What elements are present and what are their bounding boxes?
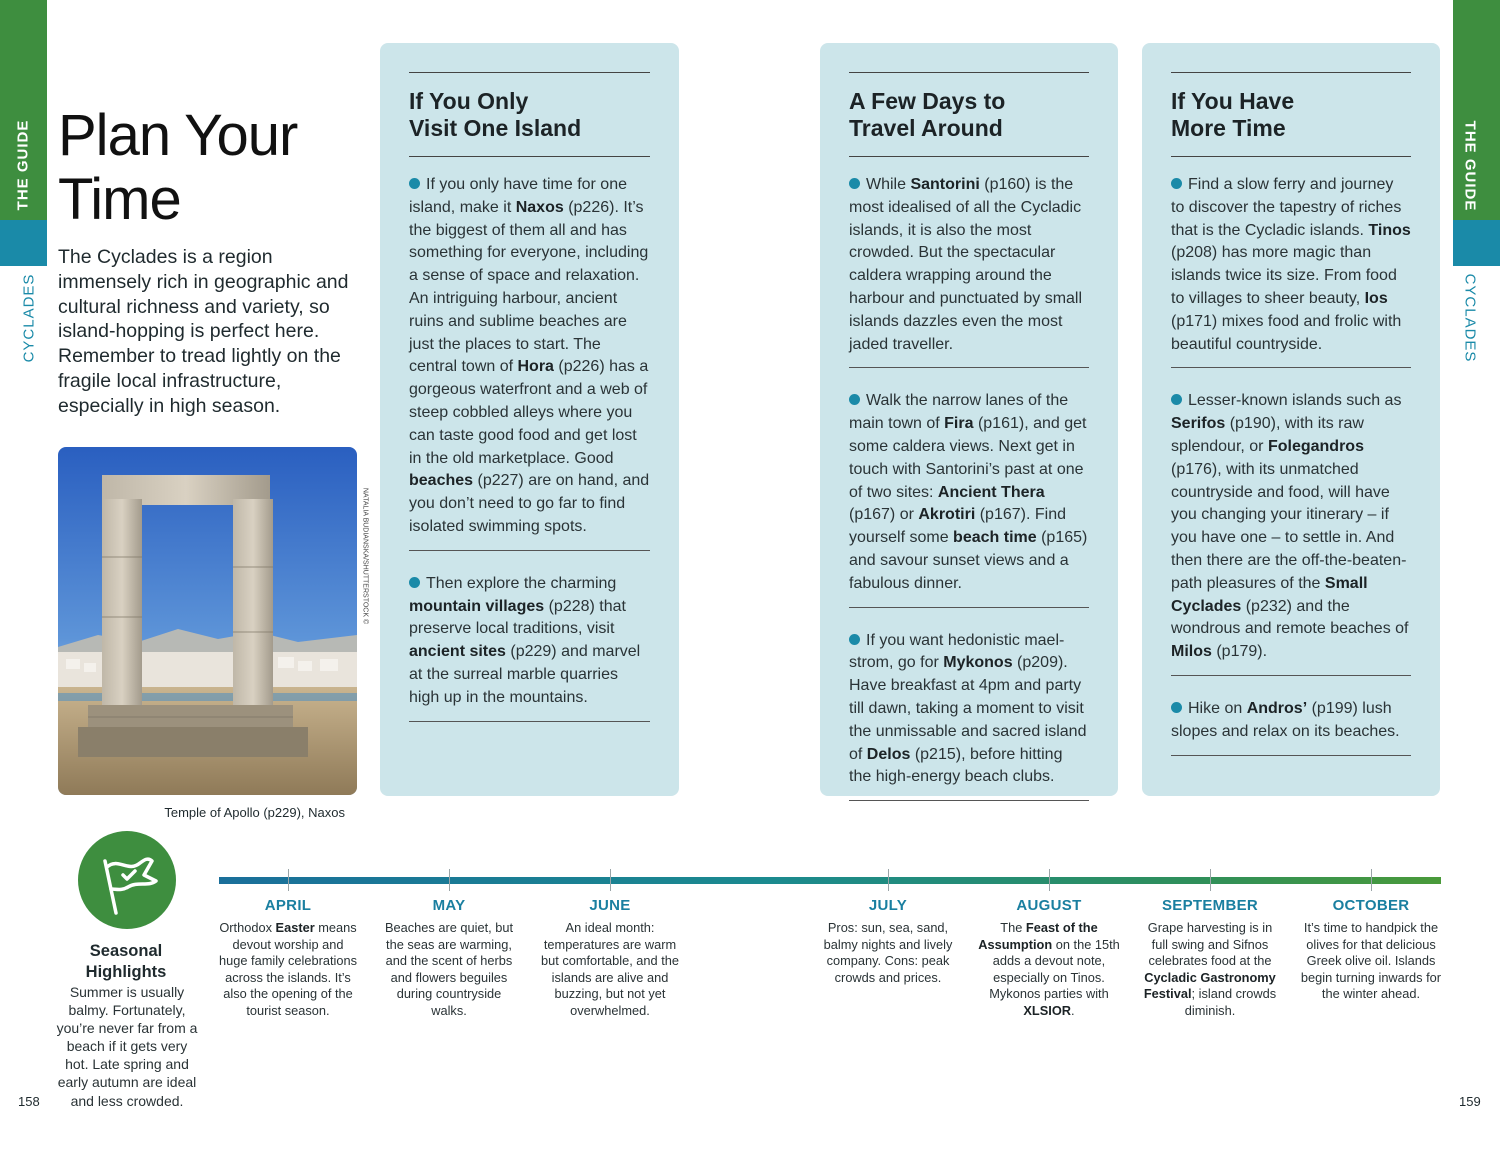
- month-name: AUGUST: [1016, 897, 1082, 914]
- panel-items: [1171, 174, 1411, 778]
- timeline-tick: [288, 869, 289, 891]
- bullet-dot-icon: [849, 394, 860, 405]
- panel-title: A Few Days to Travel Around: [849, 88, 1006, 141]
- panel-title-rule: [409, 156, 650, 157]
- month-name: JUNE: [589, 897, 631, 914]
- seasonal-intro: Summer is usually balmy. Fortunately, you’re never far from a beach if it gets very hot. Late spring and early autumn are ideal and less crowded.: [56, 984, 198, 1109]
- bullet-dot-icon: [409, 178, 420, 189]
- page-number-left: 158: [18, 1094, 40, 1109]
- flag-icon: [78, 831, 176, 929]
- month-description: It’s time to handpick the olives for that delicious Greek olive oil. Islands begin turning inwards for the winter ahead.: [1300, 920, 1442, 1002]
- region-label: CYCLADES: [20, 273, 38, 363]
- panel-title: If You Have More Time: [1171, 88, 1295, 141]
- seasonal-title: Seasonal Highlights: [85, 942, 167, 981]
- panel-bullet-item: Lesser-known islands such as Serifos (p190), with its raw splendour, or Folegandros (p176), with its unmatched countryside and food, will have you changing your itinerary – if you have one – to settle in. And then there are the off-the-beaten-path pleasures of the Small Cyclades (p232) and the wondrous and remote beaches of Milos (p179).: [1171, 390, 1411, 676]
- panel-top-rule: [1171, 72, 1411, 73]
- page-title-line2: Time: [58, 167, 181, 232]
- timeline-tick: [610, 869, 611, 891]
- temple-of-apollo-photo: [58, 447, 357, 795]
- month-name: MAY: [432, 897, 466, 914]
- section-label: THE GUIDE: [14, 119, 32, 211]
- page-number-right: 159: [1459, 1094, 1481, 1109]
- month-name: OCTOBER: [1332, 897, 1410, 914]
- bullet-dot-icon: [1171, 178, 1182, 189]
- month-description: An ideal month: temperatures are warm but comfortable, and the islands are alive and buzzing, but not yet overwhelmed.: [540, 920, 679, 1018]
- month-july: [818, 896, 958, 986]
- panel-items: [409, 174, 650, 744]
- intro-text: The Cyclades is a region immensely rich in geographic and cultural richness and variety, so island-hopping is perfect here. Remember to tread lightly on the fragile local infrastructure, especially in high season.: [58, 246, 349, 417]
- panel-top-rule: [849, 72, 1089, 73]
- page-title-line1: Plan Your: [58, 103, 298, 168]
- left-side-tab: [0, 0, 47, 1154]
- timeline-bar: [219, 877, 1441, 884]
- panel-more-time: [1142, 43, 1440, 796]
- panel-title-rule: [1171, 156, 1411, 157]
- panel-few-days: [820, 43, 1118, 796]
- month-description: The Feast of the Assumption on the 15th adds a devout note, especially on Tinos. Mykonos parties with XLSIOR.: [978, 920, 1120, 1018]
- timeline-tick: [449, 869, 450, 891]
- month-description: Grape harvesting is in full swing and Sifnos celebrates food at the Cycladic Gastronomy Festival; island crowds diminish.: [1143, 920, 1277, 1018]
- bullet-dot-icon: [1171, 394, 1182, 405]
- month-august: [978, 896, 1120, 1020]
- timeline-tick: [1049, 869, 1050, 891]
- bullet-dot-icon: [1171, 702, 1182, 713]
- month-april: [218, 896, 358, 1020]
- timeline-tick: [888, 869, 889, 891]
- timeline-tick: [1210, 869, 1211, 891]
- photo-caption: Temple of Apollo (p229), Naxos: [164, 805, 345, 820]
- timeline-tick: [1371, 869, 1372, 891]
- panel-bullet-item: Walk the narrow lanes of the main town of Fira (p161), and get some caldera views. Next get in touch with Santorini’s past at one of two sites: Ancient Thera (p167) or Akrotiri (p167). Find yourself some beach time (p165) and savour sunset views and a fabulous dinner.: [849, 390, 1089, 607]
- section-label: THE GUIDE: [1461, 120, 1479, 212]
- month-name: JULY: [868, 897, 908, 914]
- month-october: [1300, 896, 1442, 1003]
- panel-visit-one-island: [380, 43, 679, 796]
- photo-credit: NATALIA BUDIANSKA/SHUTTERSTOCK ©: [361, 487, 369, 625]
- page-title: [58, 104, 297, 232]
- month-description: Pros: sun, sea, sand, balmy nights and lively company. Cons: peak crowds and prices.: [823, 920, 953, 985]
- month-may: [379, 896, 519, 1020]
- region-label: CYCLADES: [1461, 273, 1479, 363]
- month-june: [540, 896, 680, 1020]
- panel-bullet-item: If you only have time for one island, make it Naxos (p226). It’s the biggest of them all and has something for everyone, including a sense of space and relaxation. An intriguing harbour, ancient ruins and sublime beaches are just the places to start. The central town of Hora (p226) has a gorgeous waterfront and a web of steep cobbled alleys where you can taste good food and get lost in the old marketplace. Good beaches (p227) are on hand, and you don’t need to go far to find isolated swimming spots.: [409, 174, 650, 551]
- panel-items: [849, 174, 1089, 823]
- region-tab-block: [0, 220, 47, 266]
- panel-bullet-item: If you want hedonistic mael-strom, go for Mykonos (p209). Have breakfast at 4pm and party till dawn, taking a moment to visit the unmissable and sacred island of Delos (p215), before hitting the high-energy beach clubs.: [849, 630, 1089, 802]
- region-tab-block: [1453, 220, 1500, 266]
- month-name: APRIL: [264, 897, 312, 914]
- month-description: Beaches are quiet, but the seas are warming, and the scent of herbs and flowers beguiles during countryside walks.: [384, 920, 514, 1018]
- panel-bullet-item: Then explore the charming mountain villages (p228) that preserve local traditions, visit ancient sites (p229) and marvel at the surreal marble quarries high up in the mountains.: [409, 573, 650, 722]
- month-september: [1140, 896, 1280, 1020]
- panel-bullet-item: While Santorini (p160) is the most idealised of all the Cycladic islands, it is also the most crowded. But the spectacular caldera wrapping around the harbour and punctuated by small islands dazzles even the most jaded traveller.: [849, 174, 1089, 368]
- month-description: Orthodox Easter means devout worship and huge family celebrations across the islands. It’s also the opening of the tourist season.: [219, 920, 357, 1018]
- panel-bullet-item: Find a slow ferry and journey to discover the tapestry of riches that is the Cycladic islands. Tinos (p208) has more magic than islands twice its size. From food to villages to sheer beauty, Ios (p171) mixes food and frolic with beautiful countryside.: [1171, 174, 1411, 368]
- bullet-dot-icon: [849, 634, 860, 645]
- month-name: SEPTEMBER: [1161, 897, 1259, 914]
- bullet-dot-icon: [409, 577, 420, 588]
- panel-title-rule: [849, 156, 1089, 157]
- panel-bullet-item: Hike on Andros’ (p199) lush slopes and relax on its beaches.: [1171, 698, 1411, 756]
- panel-top-rule: [409, 72, 650, 73]
- bullet-dot-icon: [849, 178, 860, 189]
- panel-title: If You Only Visit One Island: [409, 88, 582, 141]
- right-side-tab: [1453, 0, 1500, 1154]
